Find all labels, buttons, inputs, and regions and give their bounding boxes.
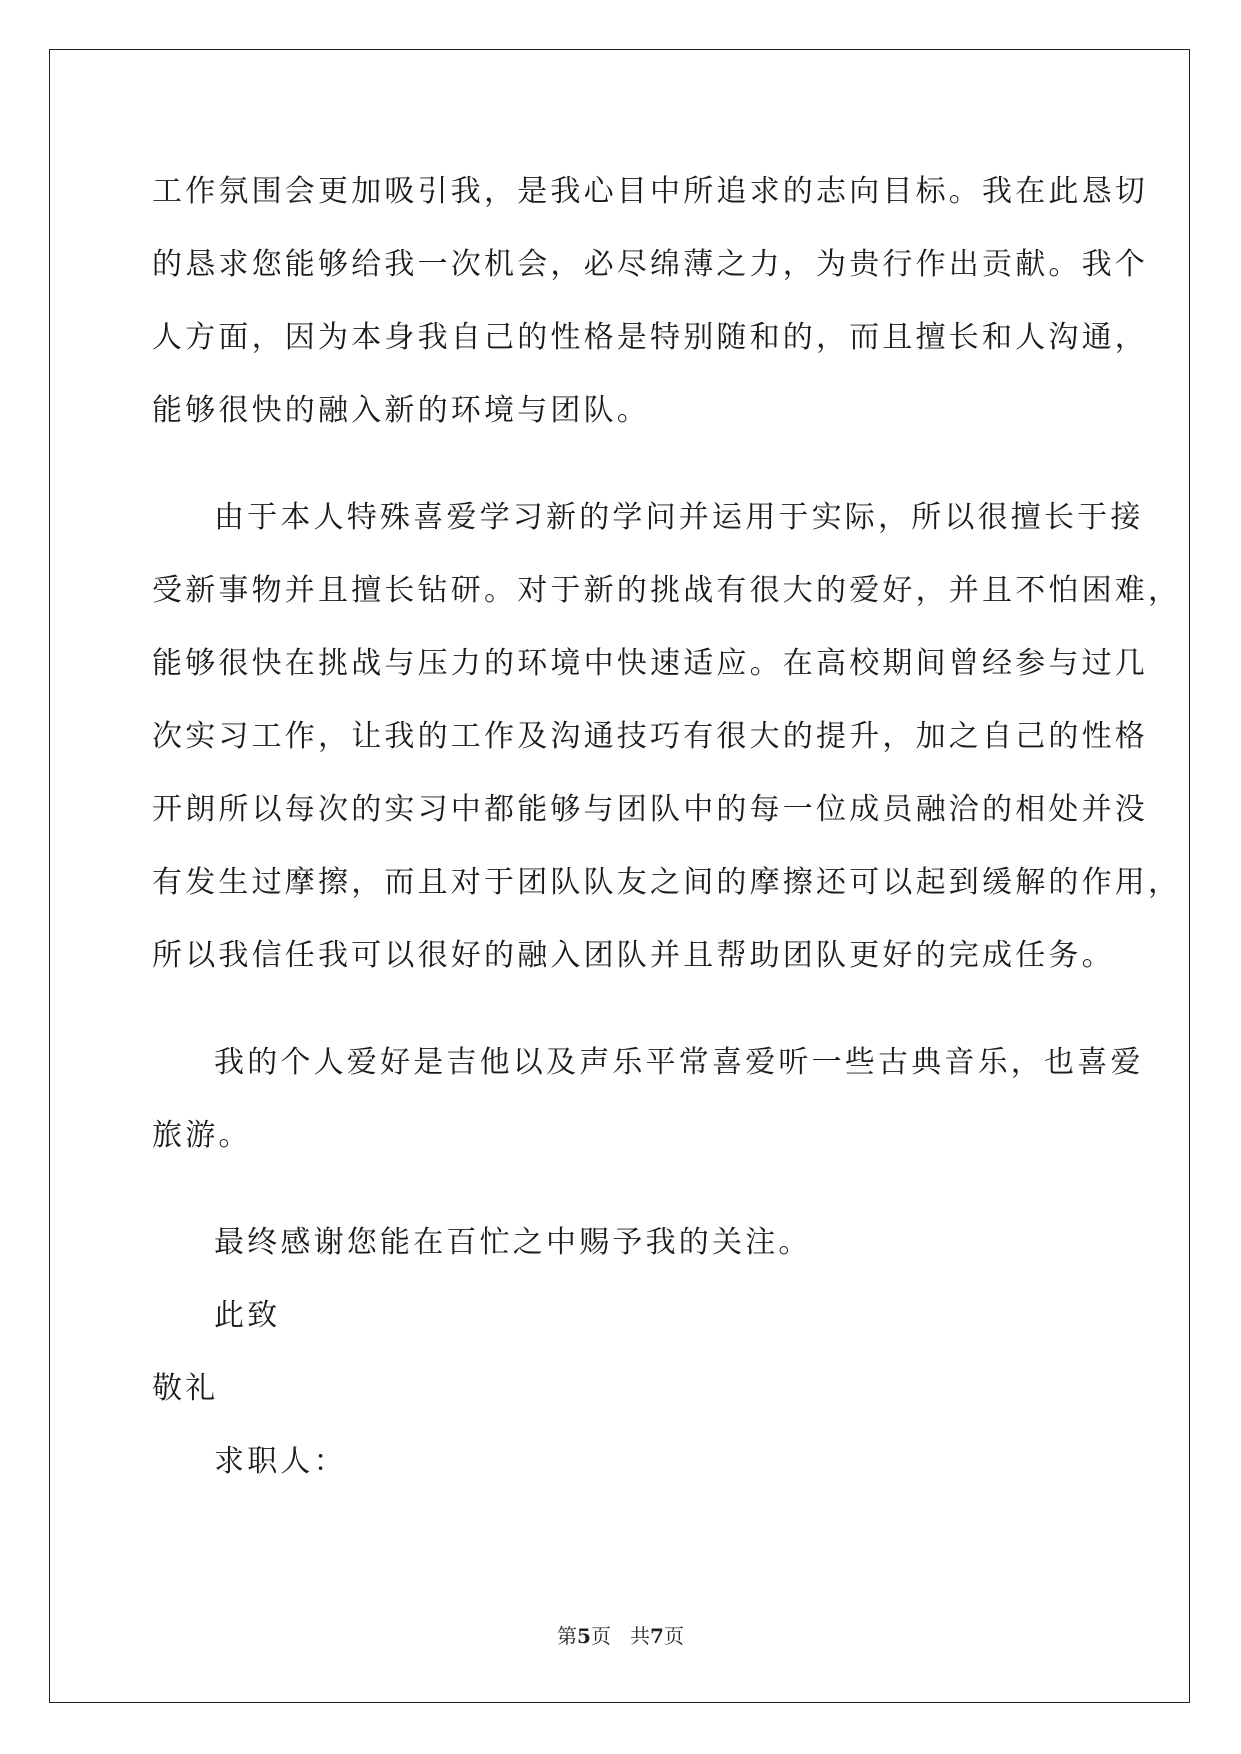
total-page-number: 7 [650,1624,664,1648]
paragraph-line: 所以我信任我可以很好的融入团队并且帮助团队更好的完成任务。 [152,938,1115,973]
paragraph-line: 次实习工作，让我的工作及沟通技巧有很大的提升，加之自己的性格 [152,719,1148,754]
paragraph-line: 开朗所以每次的实习中都能够与团队中的每一位成员融洽的相处并没 [152,792,1148,827]
current-page-number: 5 [577,1624,591,1648]
footer-mid: 页 共 [590,1624,651,1648]
footer-suffix: 页 [663,1624,684,1648]
paragraph-line: 人方面，因为本身我自己的性格是特别随和的，而且擅长和人沟通， [152,320,1148,355]
page-footer [0,1620,1241,1649]
paragraph-line: 有发生过摩擦，而且对于团队队友之间的摩擦还可以起到缓解的作用， [152,865,1182,900]
paragraph-line: 最终感谢您能在百忙之中赐予我的关注。 [214,1225,812,1260]
paragraph-line: 能够很快在挑战与压力的环境中快速适应。在高校期间曾经参与过几 [152,646,1148,681]
paragraph-line: 的恳求您能够给我一次机会，必尽绵薄之力，为贵行作出贡献。我个 [152,247,1148,282]
paragraph-line: 由于本人特殊喜爱学习新的学问并运用于实际，所以很擅长于接 [214,500,1144,535]
closing-salutation: 此致 [214,1298,281,1333]
paragraph-line: 工作氛围会更加吸引我，是我心目中所追求的志向目标。我在此恳切 [152,174,1148,209]
paragraph-line: 能够很快的融入新的环境与团队。 [152,393,650,428]
paragraph-line: 受新事物并且擅长钻研。对于新的挑战有很大的爱好，并且不怕困难， [152,573,1182,608]
paragraph-line: 旅游。 [152,1118,252,1153]
applicant-signature-label: 求职人： [214,1444,347,1479]
paragraph-line: 我的个人爱好是吉他以及声乐平常喜爱听一些古典音乐，也喜爱 [214,1045,1144,1080]
closing-regards: 敬礼 [152,1371,219,1406]
footer-prefix: 第 [557,1624,578,1648]
